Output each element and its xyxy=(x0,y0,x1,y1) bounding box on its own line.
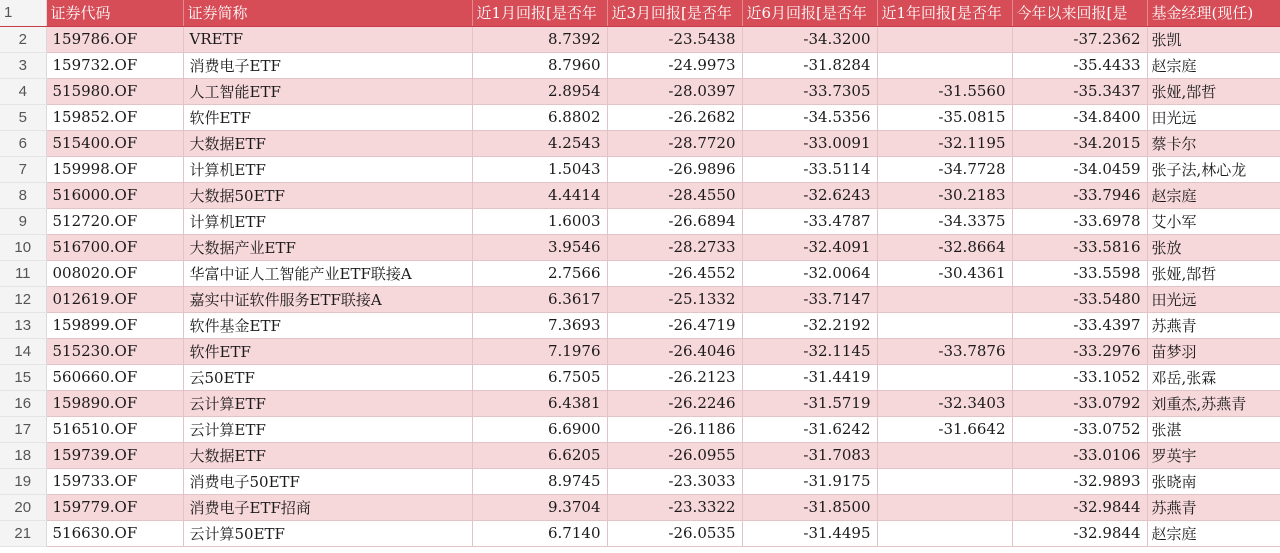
cell-6m-return[interactable]: -34.3200 xyxy=(742,26,877,52)
row-number[interactable]: 6 xyxy=(0,130,46,156)
cell-6m-return[interactable]: -31.4419 xyxy=(742,364,877,390)
table-row xyxy=(0,286,1280,312)
header-row xyxy=(0,0,1280,26)
cell-1m-return[interactable]: 4.2543 xyxy=(472,130,607,156)
cell-1m-return[interactable]: 6.7140 xyxy=(472,520,607,546)
row-number[interactable]: 4 xyxy=(0,78,46,104)
cell-1m-return[interactable]: 6.6205 xyxy=(472,442,607,468)
cell-1m-return[interactable]: 2.7566 xyxy=(472,260,607,286)
cell-code[interactable]: 516510.OF xyxy=(46,416,183,442)
cell-3m-return[interactable]: -26.9896 xyxy=(607,156,742,182)
cell-manager[interactable]: 张放 xyxy=(1147,234,1280,260)
column-header-1y-return[interactable]: 近1年回报[是否年 xyxy=(877,0,1012,26)
cell-1m-return[interactable]: 3.9546 xyxy=(472,234,607,260)
cell-manager[interactable]: 田光远 xyxy=(1147,286,1280,312)
cell-manager[interactable]: 罗英宇 xyxy=(1147,442,1280,468)
cell-1m-return[interactable]: 6.8802 xyxy=(472,104,607,130)
row-number[interactable]: 11 xyxy=(0,260,46,286)
cell-manager[interactable]: 艾小军 xyxy=(1147,208,1280,234)
cell-ytd-return[interactable]: -34.2015 xyxy=(1012,130,1147,156)
cell-name[interactable]: 消费电子50ETF xyxy=(183,468,472,494)
cell-ytd-return[interactable]: -34.0459 xyxy=(1012,156,1147,182)
cell-1y-return[interactable] xyxy=(877,26,1012,52)
cell-1m-return[interactable]: 1.5043 xyxy=(472,156,607,182)
table-row xyxy=(0,130,1280,156)
cell-6m-return[interactable]: -31.5719 xyxy=(742,390,877,416)
cell-ytd-return[interactable]: -32.9893 xyxy=(1012,468,1147,494)
cell-1y-return[interactable] xyxy=(877,312,1012,338)
cell-3m-return[interactable]: -28.0397 xyxy=(607,78,742,104)
cell-ytd-return[interactable]: -37.2362 xyxy=(1012,26,1147,52)
table-row xyxy=(0,468,1280,494)
row-number[interactable]: 7 xyxy=(0,156,46,182)
cell-code[interactable]: 159890.OF xyxy=(46,390,183,416)
cell-1y-return[interactable]: -32.8664 xyxy=(877,234,1012,260)
cell-3m-return[interactable]: -26.6894 xyxy=(607,208,742,234)
row-number[interactable]: 17 xyxy=(0,416,46,442)
cell-6m-return[interactable]: -31.6242 xyxy=(742,416,877,442)
cell-code[interactable]: 159998.OF xyxy=(46,156,183,182)
row-number[interactable]: 15 xyxy=(0,364,46,390)
cell-6m-return[interactable]: -31.4495 xyxy=(742,520,877,546)
cell-name[interactable]: VRETF xyxy=(183,26,472,52)
row-number[interactable]: 2 xyxy=(0,26,46,52)
cell-1y-return[interactable]: -34.3375 xyxy=(877,208,1012,234)
cell-name[interactable]: 消费电子ETF招商 xyxy=(183,494,472,520)
cell-code[interactable]: 012619.OF xyxy=(46,286,183,312)
cell-6m-return[interactable]: -32.6243 xyxy=(742,182,877,208)
column-header-code[interactable]: 证券代码 xyxy=(46,0,183,26)
cell-manager[interactable]: 张子法,林心龙 xyxy=(1147,156,1280,182)
table-row xyxy=(0,442,1280,468)
cell-3m-return[interactable]: -26.4719 xyxy=(607,312,742,338)
cell-1m-return[interactable]: 8.7392 xyxy=(472,26,607,52)
cell-name[interactable]: 云计算ETF xyxy=(183,390,472,416)
cell-name[interactable]: 大数据50ETF xyxy=(183,182,472,208)
row-number[interactable]: 16 xyxy=(0,390,46,416)
row-number[interactable]: 14 xyxy=(0,338,46,364)
cell-code[interactable]: 159739.OF xyxy=(46,442,183,468)
cell-ytd-return[interactable]: -33.0792 xyxy=(1012,390,1147,416)
cell-code[interactable]: 159786.OF xyxy=(46,26,183,52)
column-header-3m-return[interactable]: 近3月回报[是否年 xyxy=(607,0,742,26)
cell-code[interactable]: 515230.OF xyxy=(46,338,183,364)
cell-name[interactable]: 计算机ETF xyxy=(183,208,472,234)
cell-name[interactable]: 云50ETF xyxy=(183,364,472,390)
cell-1y-return[interactable] xyxy=(877,494,1012,520)
cell-6m-return[interactable]: -33.4787 xyxy=(742,208,877,234)
column-header-6m-return[interactable]: 近6月回报[是否年 xyxy=(742,0,877,26)
cell-name[interactable]: 软件ETF xyxy=(183,104,472,130)
cell-1m-return[interactable]: 8.7960 xyxy=(472,52,607,78)
cell-1m-return[interactable]: 6.3617 xyxy=(472,286,607,312)
cell-3m-return[interactable]: -28.7720 xyxy=(607,130,742,156)
cell-3m-return[interactable]: -26.2123 xyxy=(607,364,742,390)
cell-6m-return[interactable]: -32.2192 xyxy=(742,312,877,338)
cell-3m-return[interactable]: -28.4550 xyxy=(607,182,742,208)
cell-6m-return[interactable]: -31.8500 xyxy=(742,494,877,520)
row-number[interactable]: 8 xyxy=(0,182,46,208)
row-number[interactable]: 13 xyxy=(0,312,46,338)
table-row xyxy=(0,182,1280,208)
cell-3m-return[interactable]: -26.4552 xyxy=(607,260,742,286)
cell-ytd-return[interactable]: -33.2976 xyxy=(1012,338,1147,364)
cell-6m-return[interactable]: -33.7305 xyxy=(742,78,877,104)
cell-3m-return[interactable]: -24.9973 xyxy=(607,52,742,78)
cell-6m-return[interactable]: -32.4091 xyxy=(742,234,877,260)
cell-manager[interactable]: 赵宗庭 xyxy=(1147,182,1280,208)
table-row xyxy=(0,520,1280,546)
table-row xyxy=(0,156,1280,182)
cell-1m-return[interactable]: 7.3693 xyxy=(472,312,607,338)
cell-code[interactable]: 515980.OF xyxy=(46,78,183,104)
table-row xyxy=(0,78,1280,104)
cell-1y-return[interactable]: -30.4361 xyxy=(877,260,1012,286)
cell-manager[interactable]: 张凯 xyxy=(1147,26,1280,52)
cell-manager[interactable]: 张娅,郜哲 xyxy=(1147,78,1280,104)
cell-name[interactable]: 软件ETF xyxy=(183,338,472,364)
table-row xyxy=(0,494,1280,520)
cell-1y-return[interactable] xyxy=(877,286,1012,312)
cell-ytd-return[interactable]: -33.1052 xyxy=(1012,364,1147,390)
cell-name[interactable]: 人工智能ETF xyxy=(183,78,472,104)
row-number[interactable]: 1 xyxy=(0,0,46,26)
cell-1m-return[interactable]: 6.7505 xyxy=(472,364,607,390)
row-number[interactable]: 5 xyxy=(0,104,46,130)
column-header-1m-return[interactable]: 近1月回报[是否年 xyxy=(472,0,607,26)
cell-ytd-return[interactable]: -33.4397 xyxy=(1012,312,1147,338)
cell-manager[interactable]: 刘重杰,苏燕青 xyxy=(1147,390,1280,416)
column-header-name[interactable]: 证券简称 xyxy=(183,0,472,26)
column-header-ytd-return[interactable]: 今年以来回报[是 xyxy=(1012,0,1147,26)
cell-manager[interactable]: 张晓南 xyxy=(1147,468,1280,494)
cell-3m-return[interactable]: -26.0955 xyxy=(607,442,742,468)
cell-1y-return[interactable] xyxy=(877,364,1012,390)
cell-6m-return[interactable]: -33.5114 xyxy=(742,156,877,182)
cell-name[interactable]: 云计算ETF xyxy=(183,416,472,442)
cell-3m-return[interactable]: -23.3322 xyxy=(607,494,742,520)
cell-6m-return[interactable]: -32.1145 xyxy=(742,338,877,364)
row-number[interactable]: 18 xyxy=(0,442,46,468)
cell-6m-return[interactable]: -33.0091 xyxy=(742,130,877,156)
cell-ytd-return[interactable]: -33.5480 xyxy=(1012,286,1147,312)
cell-name[interactable]: 消费电子ETF xyxy=(183,52,472,78)
cell-1m-return[interactable]: 4.4414 xyxy=(472,182,607,208)
cell-6m-return[interactable]: -31.9175 xyxy=(742,468,877,494)
cell-ytd-return[interactable]: -33.6978 xyxy=(1012,208,1147,234)
cell-ytd-return[interactable]: -33.0752 xyxy=(1012,416,1147,442)
cell-code[interactable]: 515400.OF xyxy=(46,130,183,156)
cell-ytd-return[interactable]: -33.5816 xyxy=(1012,234,1147,260)
cell-3m-return[interactable]: -26.2246 xyxy=(607,390,742,416)
cell-manager[interactable]: 邓岳,张霖 xyxy=(1147,364,1280,390)
cell-name[interactable]: 计算机ETF xyxy=(183,156,472,182)
row-number[interactable]: 20 xyxy=(0,494,46,520)
cell-ytd-return[interactable]: -32.9844 xyxy=(1012,520,1147,546)
cell-1y-return[interactable] xyxy=(877,52,1012,78)
cell-1m-return[interactable]: 2.8954 xyxy=(472,78,607,104)
table-row xyxy=(0,416,1280,442)
cell-code[interactable]: 516630.OF xyxy=(46,520,183,546)
cell-ytd-return[interactable]: -33.0106 xyxy=(1012,442,1147,468)
cell-1m-return[interactable]: 7.1976 xyxy=(472,338,607,364)
cell-3m-return[interactable]: -25.1332 xyxy=(607,286,742,312)
cell-ytd-return[interactable]: -35.3437 xyxy=(1012,78,1147,104)
cell-name[interactable]: 嘉实中证软件服务ETF联接A xyxy=(183,286,472,312)
cell-ytd-return[interactable]: -35.4433 xyxy=(1012,52,1147,78)
cell-manager[interactable]: 蔡卡尔 xyxy=(1147,130,1280,156)
cell-code[interactable]: 516700.OF xyxy=(46,234,183,260)
table-row xyxy=(0,26,1280,52)
cell-name[interactable]: 软件基金ETF xyxy=(183,312,472,338)
cell-manager[interactable]: 赵宗庭 xyxy=(1147,52,1280,78)
cell-1y-return[interactable]: -32.1195 xyxy=(877,130,1012,156)
cell-1y-return[interactable] xyxy=(877,442,1012,468)
cell-1y-return[interactable]: -31.6642 xyxy=(877,416,1012,442)
cell-3m-return[interactable]: -23.3033 xyxy=(607,468,742,494)
cell-name[interactable]: 华富中证人工智能产业ETF联接A xyxy=(183,260,472,286)
cell-code[interactable]: 159779.OF xyxy=(46,494,183,520)
table-row xyxy=(0,52,1280,78)
cell-1y-return[interactable]: -34.7728 xyxy=(877,156,1012,182)
row-number[interactable]: 9 xyxy=(0,208,46,234)
cell-6m-return[interactable]: -34.5356 xyxy=(742,104,877,130)
cell-6m-return[interactable]: -31.7083 xyxy=(742,442,877,468)
cell-1m-return[interactable]: 6.6900 xyxy=(472,416,607,442)
cell-3m-return[interactable]: -26.1186 xyxy=(607,416,742,442)
cell-1m-return[interactable]: 9.3704 xyxy=(472,494,607,520)
cell-6m-return[interactable]: -33.7147 xyxy=(742,286,877,312)
cell-1y-return[interactable]: -32.3403 xyxy=(877,390,1012,416)
cell-3m-return[interactable]: -23.5438 xyxy=(607,26,742,52)
cell-3m-return[interactable]: -26.0535 xyxy=(607,520,742,546)
cell-manager[interactable]: 苏燕青 xyxy=(1147,494,1280,520)
cell-name[interactable]: 大数据产业ETF xyxy=(183,234,472,260)
cell-manager[interactable]: 田光远 xyxy=(1147,104,1280,130)
cell-code[interactable]: 008020.OF xyxy=(46,260,183,286)
table-row xyxy=(0,208,1280,234)
row-number[interactable]: 19 xyxy=(0,468,46,494)
cell-ytd-return[interactable]: -34.8400 xyxy=(1012,104,1147,130)
row-number[interactable]: 3 xyxy=(0,52,46,78)
cell-3m-return[interactable]: -26.2682 xyxy=(607,104,742,130)
cell-code[interactable]: 159852.OF xyxy=(46,104,183,130)
cell-1y-return[interactable] xyxy=(877,520,1012,546)
cell-6m-return[interactable]: -31.8284 xyxy=(742,52,877,78)
table-row xyxy=(0,338,1280,364)
table-row xyxy=(0,260,1280,286)
table-row xyxy=(0,312,1280,338)
cell-1y-return[interactable]: -31.5560 xyxy=(877,78,1012,104)
cell-1m-return[interactable]: 1.6003 xyxy=(472,208,607,234)
column-header-manager[interactable]: 基金经理(现任) xyxy=(1147,0,1280,26)
cell-6m-return[interactable]: -32.0064 xyxy=(742,260,877,286)
table-body xyxy=(0,26,1280,546)
cell-code[interactable]: 159732.OF xyxy=(46,52,183,78)
row-number[interactable]: 12 xyxy=(0,286,46,312)
table-row xyxy=(0,234,1280,260)
cell-1y-return[interactable] xyxy=(877,468,1012,494)
row-number[interactable]: 10 xyxy=(0,234,46,260)
row-number[interactable]: 21 xyxy=(0,520,46,546)
table-row xyxy=(0,104,1280,130)
cell-1y-return[interactable]: -35.0815 xyxy=(877,104,1012,130)
cell-code[interactable]: 159899.OF xyxy=(46,312,183,338)
cell-code[interactable]: 159733.OF xyxy=(46,468,183,494)
cell-manager[interactable]: 张娅,郜哲 xyxy=(1147,260,1280,286)
cell-3m-return[interactable]: -26.4046 xyxy=(607,338,742,364)
cell-code[interactable]: 560660.OF xyxy=(46,364,183,390)
cell-1m-return[interactable]: 8.9745 xyxy=(472,468,607,494)
cell-manager[interactable]: 苏燕青 xyxy=(1147,312,1280,338)
cell-ytd-return[interactable]: -33.5598 xyxy=(1012,260,1147,286)
cell-code[interactable]: 516000.OF xyxy=(46,182,183,208)
cell-1y-return[interactable]: -30.2183 xyxy=(877,182,1012,208)
cell-code[interactable]: 512720.OF xyxy=(46,208,183,234)
cell-3m-return[interactable]: -28.2733 xyxy=(607,234,742,260)
cell-manager[interactable]: 赵宗庭 xyxy=(1147,520,1280,546)
cell-ytd-return[interactable]: -32.9844 xyxy=(1012,494,1147,520)
table-row xyxy=(0,364,1280,390)
cell-name[interactable]: 大数据ETF xyxy=(183,442,472,468)
cell-manager[interactable]: 张湛 xyxy=(1147,416,1280,442)
cell-name[interactable]: 云计算50ETF xyxy=(183,520,472,546)
cell-1m-return[interactable]: 6.4381 xyxy=(472,390,607,416)
table-row xyxy=(0,390,1280,416)
cell-manager[interactable]: 苗梦羽 xyxy=(1147,338,1280,364)
cell-name[interactable]: 大数据ETF xyxy=(183,130,472,156)
cell-1y-return[interactable]: -33.7876 xyxy=(877,338,1012,364)
cell-ytd-return[interactable]: -33.7946 xyxy=(1012,182,1147,208)
